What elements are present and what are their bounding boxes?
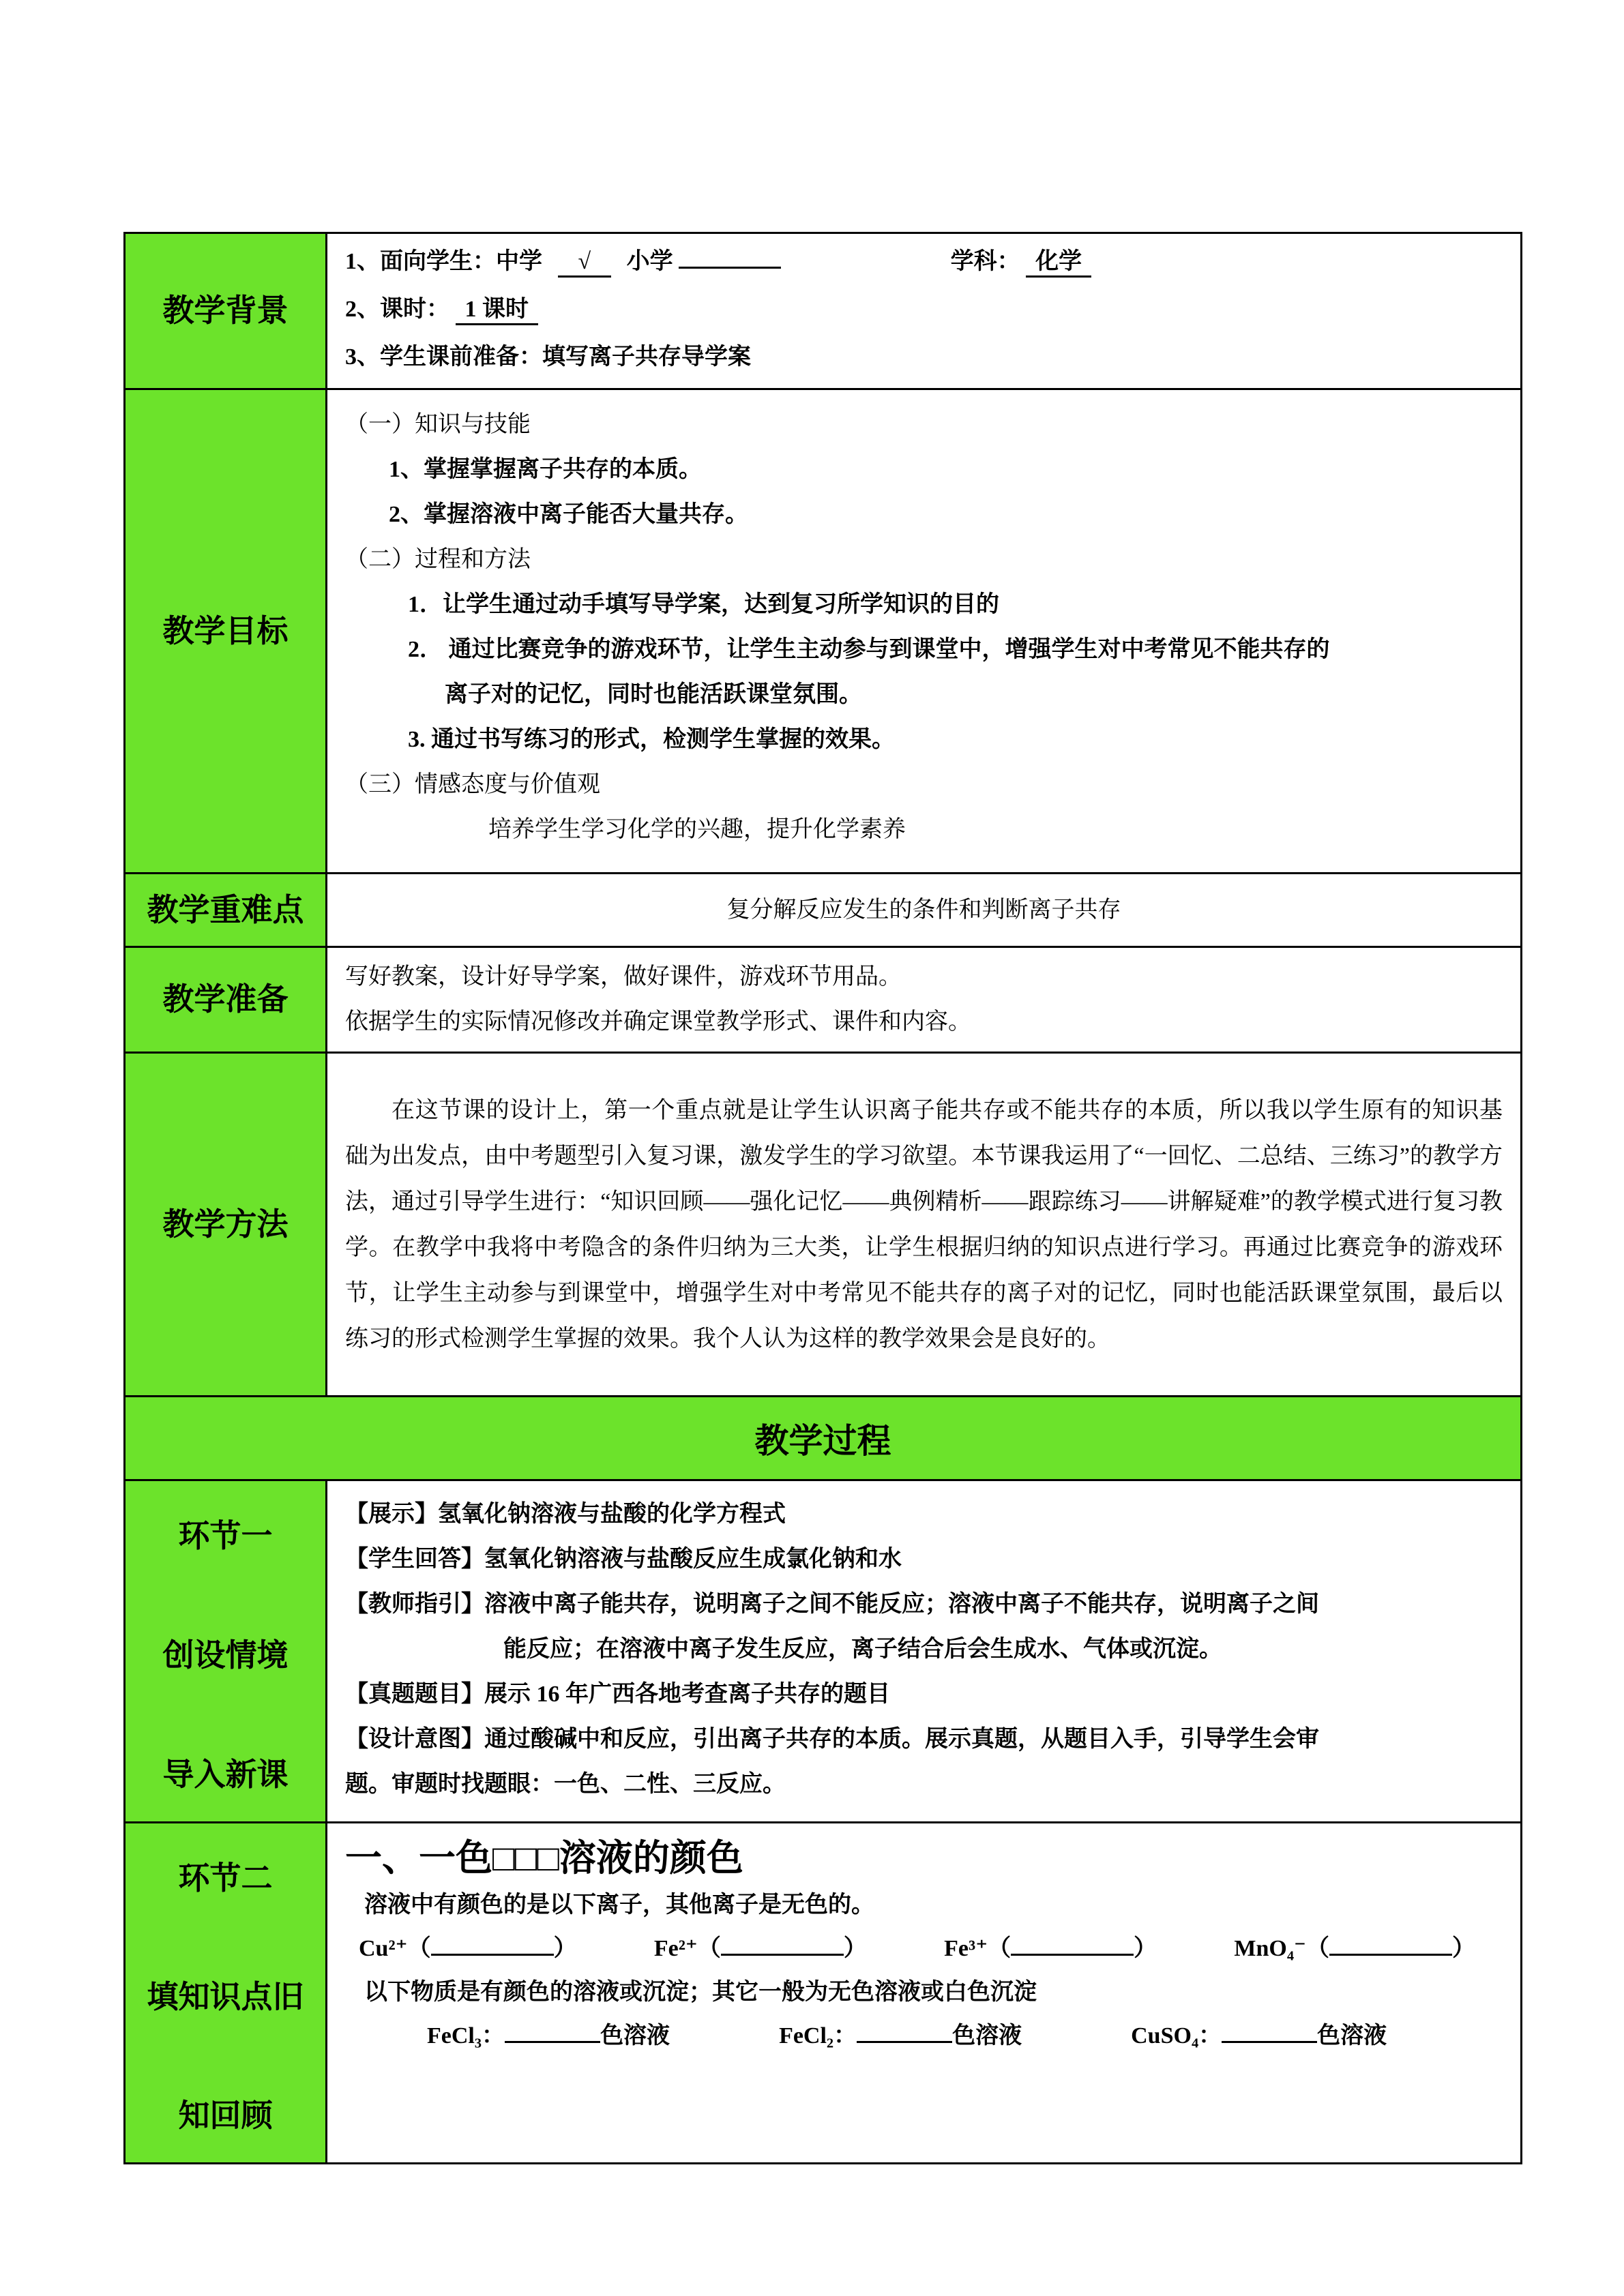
blank-line — [1329, 1954, 1452, 1956]
paren-close: ） — [553, 1936, 577, 1961]
method-paragraph: 在这节课的设计上，第一个重点就是让学生认识离子能共存或不能共存的本质，所以我以学生原有的知识基础为出发点，由中考题型引入复习课，激发学生的学习欲望。本节课我运用了“一回忆、二总结、三练习”的教学方法，通过引导学生进行：“知识回顾——强化记忆——典例精析——跟踪练习——讲解疑难”的教学模式进行复习教学。在教学中我将中考隐含的条件归纳为三大类，让学生根据归纳的知识点进行学习。再通过比赛竞争的游戏环节，让学生主动参与到课堂中，增强学生对中考常见不能共存的离子对的记忆，同时也能活跃课堂氛围，最后以练习的形式检测学生掌握的效果。我个人认为这样的教学效果会是良好的。 — [345, 1097, 1503, 1352]
label-text: 教学准备 — [162, 982, 289, 1017]
label-stage-one — [126, 1481, 327, 1821]
background-line-students — [345, 238, 1503, 286]
blank-line — [505, 2041, 600, 2043]
objective-item-wrap: 离子对的记忆，同时也能活跃课堂氛围。 — [445, 682, 862, 707]
stage1-student-answer-line: 【学生回答】氢氧化钠溶液与盐酸反应生成氯化钠和水 — [345, 1547, 902, 1572]
preparation-line: 写好教案，设计好导学案，做好课件，游戏环节用品。 — [345, 964, 902, 989]
stage1-exam-question-line: 【真题题目】展示 16 年广西各地考查离子共存的题目 — [345, 1682, 890, 1707]
content-teaching-background — [327, 234, 1520, 388]
label-teaching-background — [126, 234, 327, 388]
label-teaching-method — [126, 1054, 327, 1395]
label-key-difficulties — [126, 874, 327, 946]
objective-section-emotion: （三）情感态度与价值观 — [345, 772, 600, 797]
compound-suffix: 色溶液 — [1317, 2023, 1387, 2048]
objective-item: 1．让学生通过动手填写导学案，达到复习所学知识的目的 — [408, 592, 999, 617]
compound-item — [779, 2014, 1022, 2058]
stage-label-line: 导入新课 — [162, 1757, 289, 1792]
subject-label: 学科： — [950, 249, 1020, 274]
compound-formula: CuSO₄： — [1131, 2023, 1222, 2048]
ion-item — [1234, 1927, 1475, 1971]
objective-item: 2． 通过比赛竞争的游戏环节，让学生主动参与到课堂中，增强学生对中考常见不能共存的 — [408, 637, 1330, 662]
compound-item — [1131, 2014, 1387, 2058]
label-teaching-preparation — [126, 948, 327, 1052]
ion-formula: Cu²⁺（ — [359, 1936, 431, 1961]
row-teaching-objectives — [126, 390, 1520, 874]
stage1-show-line: 【展示】氢氧化钠溶液与盐酸的化学方程式 — [345, 1502, 786, 1527]
label-text: 教学方法 — [162, 1206, 289, 1242]
lesson-plan-table — [123, 232, 1522, 2164]
content-key-difficulties — [327, 874, 1520, 946]
compound-formula: FeCl₂： — [779, 2023, 857, 2048]
blank-line — [721, 1954, 844, 1956]
blank-line — [857, 2041, 952, 2043]
key-difficulties-text: 复分解反应发生的条件和判断离子共存 — [726, 897, 1121, 923]
content-stage-two — [327, 1823, 1520, 2162]
ion-formula: Fe²⁺（ — [653, 1936, 721, 1961]
stage-label-line: 创设情境 — [162, 1637, 289, 1673]
stage2-compound-row — [345, 2014, 1503, 2058]
objective-section-process: （二）过程和方法 — [345, 547, 531, 572]
stage2-note: 以下物质是有颜色的溶液或沉淀；其它一般为无色溶液或白色沉淀 — [364, 1980, 1037, 2005]
row-teaching-background — [126, 234, 1520, 390]
content-stage-one — [327, 1481, 1520, 1821]
stage2-heading: 一、一色□□□溶液的颜色 — [345, 1838, 743, 1879]
checkmark: √ — [558, 249, 612, 278]
stage-label-line: 环节一 — [178, 1519, 273, 1553]
row-key-difficulties — [126, 874, 1520, 948]
stage-label-line: 环节二 — [178, 1861, 273, 1896]
paren-close: ） — [1452, 1936, 1475, 1961]
paren-close: ） — [1134, 1936, 1157, 1961]
ion-item — [944, 1927, 1157, 1971]
label-text: 教学重难点 — [147, 892, 304, 927]
ion-formula: MnO₄⁻（ — [1234, 1936, 1329, 1961]
stage1-design-intent-line: 【设计意图】通过酸碱中和反应，引出离子共存的本质。展示真题，从题目入手，引导学生会审 — [345, 1727, 1319, 1752]
label-text: 教学背景 — [162, 293, 289, 329]
content-teaching-preparation — [327, 948, 1520, 1052]
text-segment: 小学 — [626, 249, 673, 274]
objective-section-knowledge: （一）知识与技能 — [345, 412, 531, 437]
label-teaching-objectives — [126, 390, 327, 872]
stage-label-line: 知回顾 — [178, 2098, 273, 2133]
objective-item: 1、掌握掌握离子共存的本质。 — [389, 457, 702, 482]
compound-suffix: 色溶液 — [600, 2023, 670, 2048]
stage1-teacher-guide-wrap: 能反应；在溶液中离子发生反应，离子结合后会生成水、气体或沉淀。 — [503, 1637, 1222, 1662]
blank-line — [1222, 2041, 1317, 2043]
compound-suffix: 色溶液 — [952, 2023, 1022, 2048]
subject-value: 化学 — [1026, 249, 1091, 278]
ion-item — [359, 1927, 577, 1971]
text-segment: 2、课时： — [345, 297, 449, 322]
objective-item: 培养学生学习化学的兴趣，提升化学素养 — [488, 817, 906, 842]
objective-item: 2、掌握溶液中离子能否大量共存。 — [389, 502, 748, 527]
content-teaching-objectives — [327, 390, 1520, 872]
row-stage-two — [126, 1823, 1520, 2162]
blank-line — [431, 1954, 554, 1956]
objective-item: 3. 通过书写练习的形式，检测学生掌握的效果。 — [408, 727, 895, 752]
preparation-line: 依据学生的实际情况修改并确定课堂教学形式、课件和内容。 — [345, 1009, 971, 1034]
background-line-periods — [345, 286, 1503, 333]
process-header-title: 教学过程 — [754, 1422, 891, 1460]
compound-formula: FeCl₃： — [427, 2023, 505, 2048]
paren-close: ） — [843, 1936, 867, 1961]
blank-line — [1011, 1954, 1134, 1956]
text-segment: 1、面向学生：中学 — [345, 249, 542, 274]
period-value: 1 课时 — [456, 297, 539, 325]
stage-label-line: 填知识点旧 — [147, 1979, 304, 2014]
ion-item — [654, 1927, 867, 1971]
stage1-teacher-guide-line: 【教师指引】溶液中离子能共存，说明离子之间不能反应；溶液中离子不能共存，说明离子之间 — [345, 1592, 1319, 1617]
stage1-design-intent-wrap: 题。审题时找题眼：一色、二性、三反应。 — [345, 1772, 786, 1797]
label-text: 教学目标 — [162, 613, 289, 648]
row-stage-one — [126, 1481, 1520, 1823]
stage2-ion-row — [345, 1927, 1503, 1971]
stage2-intro: 溶液中有颜色的是以下离子，其他离子是无色的。 — [364, 1892, 874, 1918]
content-teaching-method — [327, 1054, 1520, 1395]
ion-formula: Fe³⁺（ — [944, 1936, 1012, 1961]
blank-line — [679, 267, 781, 269]
label-stage-two — [126, 1823, 327, 2162]
row-teaching-method — [126, 1054, 1520, 1397]
row-process-header — [126, 1397, 1520, 1481]
compound-item — [427, 2014, 670, 2058]
row-teaching-preparation — [126, 948, 1520, 1054]
background-line-prep: 3、学生课前准备：填写离子共存导学案 — [345, 344, 751, 370]
